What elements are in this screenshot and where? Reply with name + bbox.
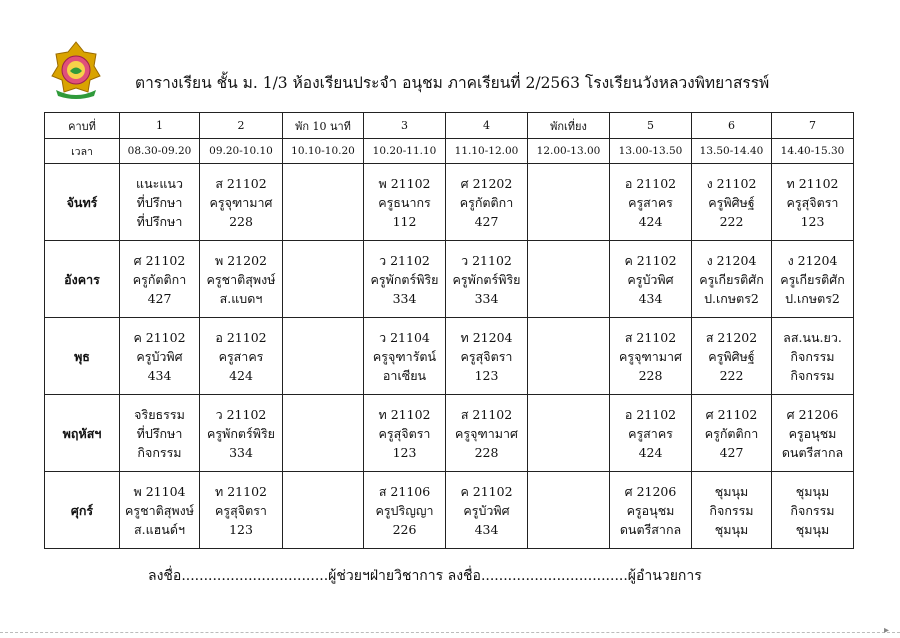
class-cell-line: ครูพักตร์พิริย xyxy=(207,425,275,441)
class-cell xyxy=(772,164,854,241)
time-header-cell: 10.10-10.20 xyxy=(283,139,364,164)
class-cell xyxy=(200,395,283,472)
class-cell-line: ครูชาติสุพงษ์ xyxy=(206,271,276,287)
class-cell-line: ว 21102 xyxy=(379,252,430,268)
period-header-cell: พัก 10 นาที xyxy=(283,113,364,139)
class-cell-line: ท 21102 xyxy=(378,406,431,422)
class-cell xyxy=(200,472,283,549)
class-cell-line: 427 xyxy=(719,444,744,460)
period-header-row xyxy=(45,113,854,139)
class-cell-line: ครูพักตร์พิริย xyxy=(452,271,521,287)
day-row xyxy=(45,395,854,472)
day-name-cell: พฤหัสฯ xyxy=(45,395,120,472)
class-cell-line: 427 xyxy=(147,290,172,306)
class-cell-line: ครูจุฑามาศ xyxy=(619,348,682,364)
class-cell-line: 228 xyxy=(474,444,499,460)
class-cell xyxy=(610,395,692,472)
class-cell-line: ชุมนุม xyxy=(714,483,749,499)
class-cell-line: ส 21102 xyxy=(460,406,513,422)
class-cell-line: ครูสุจิตรา xyxy=(786,194,839,210)
class-cell-line: พ 21104 xyxy=(133,483,186,499)
class-cell xyxy=(120,472,200,549)
class-cell xyxy=(610,241,692,318)
class-cell-line: ว 21102 xyxy=(461,252,512,268)
class-cell-line: ครูสุจิตรา xyxy=(378,425,431,441)
class-cell-line: 434 xyxy=(147,367,172,383)
class-cell xyxy=(200,164,283,241)
break-cell xyxy=(283,164,364,241)
class-cell-line: ท 21102 xyxy=(215,483,267,499)
class-cell-line: อาเซียน xyxy=(382,367,427,383)
class-cell-line: ส.แฮนด์ฯ xyxy=(134,521,185,537)
class-cell-line: 226 xyxy=(392,521,417,537)
class-cell-line: ครูจุฑามาศ xyxy=(455,425,518,441)
class-cell-line: ว 21104 xyxy=(379,329,430,345)
class-cell-line: ครูอนุชม xyxy=(788,425,837,441)
class-cell xyxy=(120,164,200,241)
class-cell-line: ส.แบดฯ xyxy=(219,290,263,306)
day-row xyxy=(45,318,854,395)
class-cell-line: ครูบัวพิศ xyxy=(463,502,510,518)
class-cell-line: ครูอนุชม xyxy=(626,502,675,518)
class-cell-line: ครูพิศิษฐ์ xyxy=(708,348,755,364)
class-cell-line: อ 21102 xyxy=(624,175,677,191)
class-cell-line: ง 21204 xyxy=(787,252,838,268)
class-cell-line: 222 xyxy=(719,367,744,383)
class-cell-line: ง 21102 xyxy=(706,175,757,191)
class-cell xyxy=(446,395,528,472)
class-cell-line: 334 xyxy=(474,290,499,306)
class-cell-line: ดนตรีสากล xyxy=(781,444,844,460)
page-divider xyxy=(0,632,900,633)
period-header-cell: 4 xyxy=(446,113,528,139)
class-cell-line: 123 xyxy=(229,521,253,537)
class-cell-line: ครูสาคร xyxy=(218,348,264,364)
time-header-cell: 12.00-13.00 xyxy=(528,139,610,164)
class-cell xyxy=(692,241,772,318)
class-cell xyxy=(692,472,772,549)
class-cell-line: ครูกัตติกา xyxy=(459,194,514,210)
class-cell-line: ครูชาติสุพงษ์ xyxy=(125,502,194,518)
class-cell xyxy=(610,318,692,395)
class-cell-line: 112 xyxy=(392,213,417,229)
class-cell-line: ดนตรีสากล xyxy=(619,521,682,537)
class-cell-line: ที่ปรึกษา xyxy=(136,194,183,210)
class-cell xyxy=(364,164,446,241)
class-cell-line: กิจกรรม xyxy=(137,444,182,460)
class-cell-line: ชุมนุม xyxy=(795,483,830,499)
school-emblem-logo xyxy=(48,40,104,100)
class-cell-line: กิจกรรม xyxy=(790,348,835,364)
class-cell-line: กิจกรรม xyxy=(709,502,754,518)
class-cell-line: ครูเกียรติศัก xyxy=(780,271,845,287)
class-cell-line: ครูสาคร xyxy=(628,194,673,210)
page-title: ตารางเรียน ชั้น ม. 1/3 ห้องเรียนประจำ อนุชม ภาคเรียนที่ 2/2563 โรงเรียนวังหลวงพิทยาสรรพ์ xyxy=(135,74,770,92)
class-cell-line: กิจกรรม xyxy=(790,502,835,518)
break-cell xyxy=(283,241,364,318)
time-label: เวลา xyxy=(45,139,120,164)
class-cell-line: ครูสาคร xyxy=(628,425,673,441)
class-cell-line: 424 xyxy=(638,444,663,460)
class-cell-line: ครูจุฑามาศ xyxy=(209,194,273,210)
class-cell xyxy=(120,241,200,318)
class-cell-line: 424 xyxy=(229,367,253,383)
class-cell-line: ศ 21206 xyxy=(624,483,677,499)
class-cell-line: ค 21102 xyxy=(460,483,513,499)
class-cell-line: จริยธรรม xyxy=(134,406,185,422)
class-cell-line: ว 21102 xyxy=(215,406,267,422)
period-label: คาบที่ xyxy=(45,113,120,139)
period-header-cell: 3 xyxy=(364,113,446,139)
day-name-cell: อังคาร xyxy=(45,241,120,318)
day-name-cell: ศุกร์ xyxy=(45,472,120,549)
class-cell-line: 434 xyxy=(474,521,499,537)
class-cell-line: อ 21102 xyxy=(215,329,267,345)
class-cell-line: พ 21202 xyxy=(215,252,267,268)
class-cell xyxy=(200,318,283,395)
time-header-cell: 08.30-09.20 xyxy=(120,139,200,164)
class-cell xyxy=(692,318,772,395)
class-cell-line: ชุมนุม xyxy=(795,521,830,537)
day-row xyxy=(45,164,854,241)
time-header-cell: 10.20-11.10 xyxy=(364,139,446,164)
class-cell-line: ครูเกียรติศัก xyxy=(699,271,764,287)
class-cell-line: ส 21102 xyxy=(624,329,677,345)
day-row xyxy=(45,472,854,549)
day-name-cell: พุธ xyxy=(45,318,120,395)
class-cell-line: ครูสุจิตรา xyxy=(460,348,513,364)
class-cell xyxy=(610,164,692,241)
class-cell-line: ครูบัวพิศ xyxy=(627,271,674,287)
class-cell-line: แนะแนว xyxy=(136,175,183,191)
break-cell xyxy=(528,164,610,241)
class-cell-line: ศ 21202 xyxy=(460,175,513,191)
class-cell-line: 123 xyxy=(800,213,825,229)
class-cell xyxy=(772,472,854,549)
class-cell-line: 228 xyxy=(229,213,253,229)
class-cell-line: ครูสุจิตรา xyxy=(215,502,267,518)
class-cell-line: ป.เกษตร2 xyxy=(704,290,759,306)
class-cell xyxy=(772,241,854,318)
class-cell-line: ป.เกษตร2 xyxy=(785,290,840,306)
class-cell-line: ครูพิศิษฐ์ xyxy=(708,194,755,210)
period-header-cell: 1 xyxy=(120,113,200,139)
class-cell-line: ส 21106 xyxy=(378,483,431,499)
class-cell xyxy=(610,472,692,549)
class-cell-line: ครูกัตติกา xyxy=(704,425,759,441)
class-cell xyxy=(446,472,528,549)
timetable xyxy=(44,112,854,549)
class-cell-line: ง 21204 xyxy=(706,252,757,268)
class-cell-line: 434 xyxy=(638,290,663,306)
period-header-cell: 6 xyxy=(692,113,772,139)
class-cell-line: ค 21102 xyxy=(133,329,186,345)
class-cell-line: ศ 21102 xyxy=(705,406,758,422)
break-cell xyxy=(528,318,610,395)
class-cell-line: ศ 21206 xyxy=(786,406,839,422)
time-header-row xyxy=(45,139,854,164)
class-cell-line: 427 xyxy=(474,213,499,229)
break-cell xyxy=(528,395,610,472)
class-cell-line: ครูพักตร์พิริย xyxy=(370,271,439,287)
period-header-cell: 5 xyxy=(610,113,692,139)
class-cell-line: อ 21102 xyxy=(624,406,677,422)
class-cell-line: ส 21202 xyxy=(705,329,758,345)
class-cell-line: 424 xyxy=(638,213,663,229)
class-cell-line: 123 xyxy=(392,444,417,460)
class-cell-line: 222 xyxy=(719,213,744,229)
class-cell-line: 334 xyxy=(229,444,253,460)
class-cell-line: ที่ปรึกษา xyxy=(136,213,183,229)
class-cell xyxy=(364,241,446,318)
time-header-cell: 13.00-13.50 xyxy=(610,139,692,164)
class-cell-line: กิจกรรม xyxy=(790,367,835,383)
class-cell-line: 228 xyxy=(638,367,663,383)
period-header-cell: 2 xyxy=(200,113,283,139)
class-cell-line: 334 xyxy=(392,290,417,306)
class-cell-line: ที่ปรึกษา xyxy=(136,425,183,441)
time-header-cell: 09.20-10.10 xyxy=(200,139,283,164)
signature-line: ลงชื่อ.................................ผู้ช่วยฯฝ่ายวิชาการ ลงชื่อ.................................ผู้อำนวยการ xyxy=(148,568,702,584)
day-name-cell: จันทร์ xyxy=(45,164,120,241)
class-cell-line: ส 21102 xyxy=(215,175,267,191)
class-cell-line: 123 xyxy=(474,367,499,383)
class-cell-line: ท 21204 xyxy=(460,329,513,345)
class-cell xyxy=(692,164,772,241)
class-cell xyxy=(446,318,528,395)
class-cell xyxy=(446,241,528,318)
class-cell-line: ครูจุฑารัตน์ xyxy=(372,348,437,364)
class-cell xyxy=(200,241,283,318)
class-cell-line: ครูกัตติกา xyxy=(132,271,187,287)
time-header-cell: 13.50-14.40 xyxy=(692,139,772,164)
class-cell-line: ครูธนากร xyxy=(378,194,431,210)
break-cell xyxy=(528,472,610,549)
class-cell xyxy=(120,318,200,395)
page-end-marker: ▸ xyxy=(884,625,890,636)
break-cell xyxy=(283,395,364,472)
class-cell xyxy=(446,164,528,241)
period-header-cell: พักเที่ยง xyxy=(528,113,610,139)
class-cell-line: ครูบัวพิศ xyxy=(136,348,183,364)
class-cell xyxy=(772,395,854,472)
break-cell xyxy=(283,472,364,549)
period-header-cell: 7 xyxy=(772,113,854,139)
class-cell xyxy=(772,318,854,395)
class-cell xyxy=(120,395,200,472)
day-row xyxy=(45,241,854,318)
class-cell-line: ศ 21102 xyxy=(133,252,186,268)
class-cell xyxy=(364,395,446,472)
break-cell xyxy=(283,318,364,395)
time-header-cell: 14.40-15.30 xyxy=(772,139,854,164)
class-cell-line: พ 21102 xyxy=(378,175,431,191)
class-cell xyxy=(364,318,446,395)
break-cell xyxy=(528,241,610,318)
class-cell xyxy=(364,472,446,549)
class-cell-line: ค 21102 xyxy=(624,252,677,268)
time-header-cell: 11.10-12.00 xyxy=(446,139,528,164)
class-cell-line: ท 21102 xyxy=(786,175,839,191)
class-cell-line: ลส.นน.ยว. xyxy=(783,329,842,345)
class-cell-line: ครูปริญญา xyxy=(375,502,434,518)
class-cell xyxy=(692,395,772,472)
class-cell-line: ชุมนุม xyxy=(714,521,749,537)
